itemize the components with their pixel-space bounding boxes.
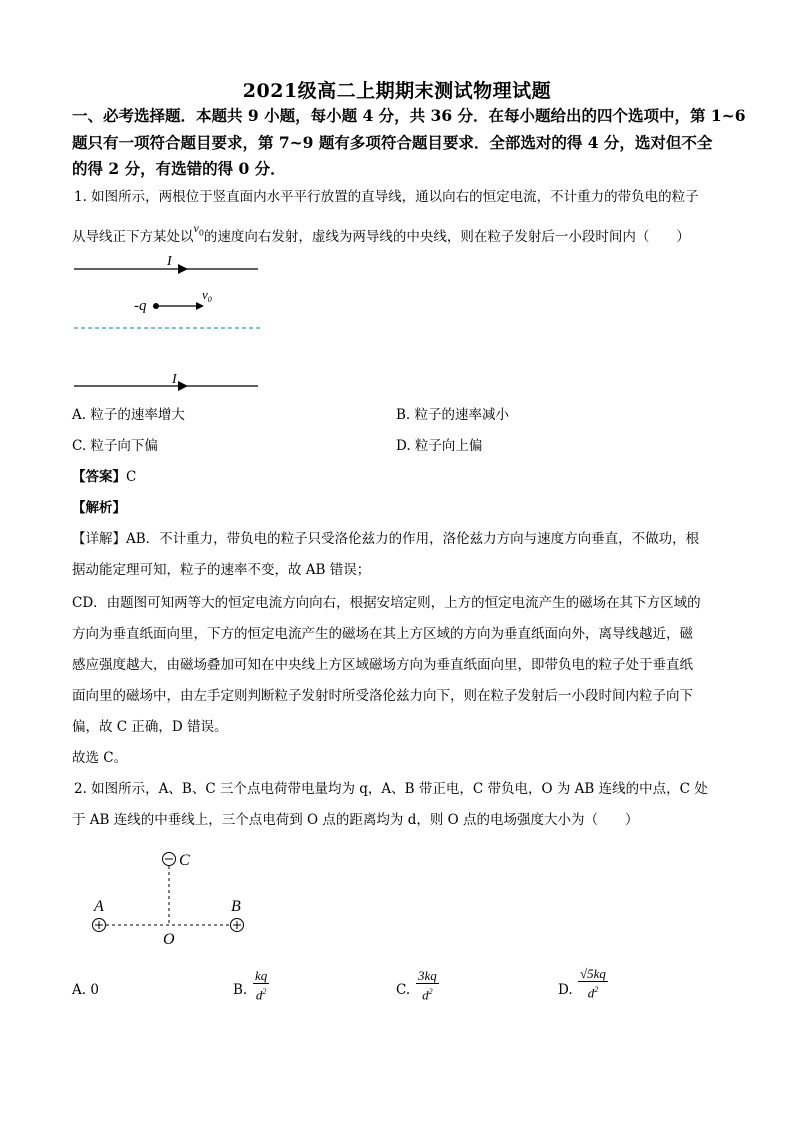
q2-charge-figure (84, 845, 254, 950)
q2-option-d-fraction[interactable] (578, 967, 608, 1000)
bottom-current-label: I (172, 372, 177, 387)
charge-label: -q (134, 298, 147, 314)
label-c: C (179, 852, 190, 869)
q2-option-c-fraction[interactable] (416, 969, 439, 1002)
q1-stem-line-2 (72, 221, 690, 246)
q1-stem-line-2-end: 的速度向右发射，虚线为两导线的中央线，则在粒子发射后一小段时间内（ ） (203, 229, 690, 245)
q1-option-b[interactable]: B. 粒子的速率减小 (396, 407, 510, 423)
detail-line-6: 面向里的磁场中，由左手定则判断粒子发射时所受洛伦兹力向下，则在粒子发射后一小段时间内粒子向下 (72, 688, 693, 704)
detail-line-2: 据动能定理可知，粒子的速率不变，故 AB 错误； (72, 562, 371, 578)
q2-option-c-numerator: 3kq (418, 968, 437, 983)
q2-option-b-denominator: $d^2$ (255, 987, 267, 1003)
q2-stem-line-2: 于 AB 连线的中垂线上，三个点电荷到 O 点的距离均为 d，则 O 点的电场强度大小为（ ） (72, 812, 639, 828)
analysis-label: 【解析】 (72, 500, 126, 516)
q2-option-c-label[interactable]: C. (396, 982, 411, 998)
top-current-label: I (167, 254, 172, 269)
q1-option-d[interactable]: D. 粒子向上偏 (396, 438, 483, 454)
answer-value: C (126, 469, 137, 485)
detail-line-1: 【详解】AB．不计重力，带负电的粒子只受洛伦兹力的作用，洛伦兹力方向与速度方向垂直，不做功，根 (72, 531, 700, 547)
q1-v0-symbol: v (193, 221, 199, 235)
detail-line-5: 感应强度越大，由磁场叠加可知在中央线上方区域磁场方向为垂直纸面向里，即带负电的粒子处于垂直纸 (72, 657, 693, 673)
velocity-label: $v_0$ (202, 287, 212, 304)
section-instructions-line-3: 的得 2 分，有选错的得 0 分． (72, 159, 286, 178)
q2-option-b-fraction[interactable] (253, 969, 269, 1002)
q1-wire-figure (70, 252, 270, 397)
q2-option-d-denominator: $d^2$ (587, 985, 599, 1001)
q2-option-c-denominator: $d^2$ (422, 987, 433, 1003)
q2-option-b-label[interactable]: B. (233, 982, 248, 998)
detail-line-4: 方向为垂直纸面向里，下方的恒定电流产生的磁场在其上方区域的方向为垂直纸面向外，离导线越近，磁 (72, 626, 693, 642)
q2-option-d-numerator: √5kq (580, 966, 606, 981)
q1-stem-line-1: 1. 如图所示，两根位于竖直面内水平平行放置的直导线，通以向右的恒定电流，不计重力的带负电的粒子 (74, 189, 699, 205)
q1-v0-subscript: 0 (198, 228, 204, 238)
q1-option-a[interactable]: A. 粒子的速率增大 (72, 407, 185, 423)
top-current-arrow-icon (178, 264, 188, 274)
q1-conclusion: 故选 C。 (72, 750, 128, 766)
q2-option-a[interactable]: A. 0 (72, 982, 99, 998)
detail-line-7: 偏，故 C 正确，D 错误。 (72, 719, 228, 735)
q1-answer (72, 465, 136, 485)
section-instructions-line-2: 题只有一项符合题目要求，第 7~9 题有多项符合题目要求．全部选对的得 4 分，选对但不全 (72, 133, 713, 152)
page-title: 2021级高二上期期末测试物理试题 (242, 80, 552, 102)
q2-option-d-label[interactable]: D. (558, 982, 573, 998)
label-a: A (94, 898, 104, 915)
q2-stem-line-1: 2. 如图所示，A、B、C 三个点电荷带电量均为 q，A、B 带正电，C 带负电，O 为 AB 连线的中点，C 处 (74, 781, 708, 797)
q1-option-c[interactable]: C. 粒子向下偏 (72, 438, 158, 454)
q2-option-b-numerator: kq (255, 968, 268, 983)
section-instructions-line-1: 一、必考选择题．本题共 9 小题，每小题 4 分，共 36 分．在每小题给出的四个选项中，第 1~6 (72, 106, 746, 125)
label-o: O (163, 931, 175, 948)
label-b: B (231, 898, 241, 915)
bottom-current-arrow-icon (178, 381, 188, 391)
velocity-arrowhead-icon (196, 302, 204, 310)
answer-label: 【答案】 (72, 469, 126, 485)
q1-stem-line-2-start: 从导线正下方某处以 (72, 229, 194, 245)
detail-line-3: CD．由题图可知两等大的恒定电流方向向右，根据安培定则，上方的恒定电流产生的磁场在其下方区域的 (72, 595, 701, 611)
